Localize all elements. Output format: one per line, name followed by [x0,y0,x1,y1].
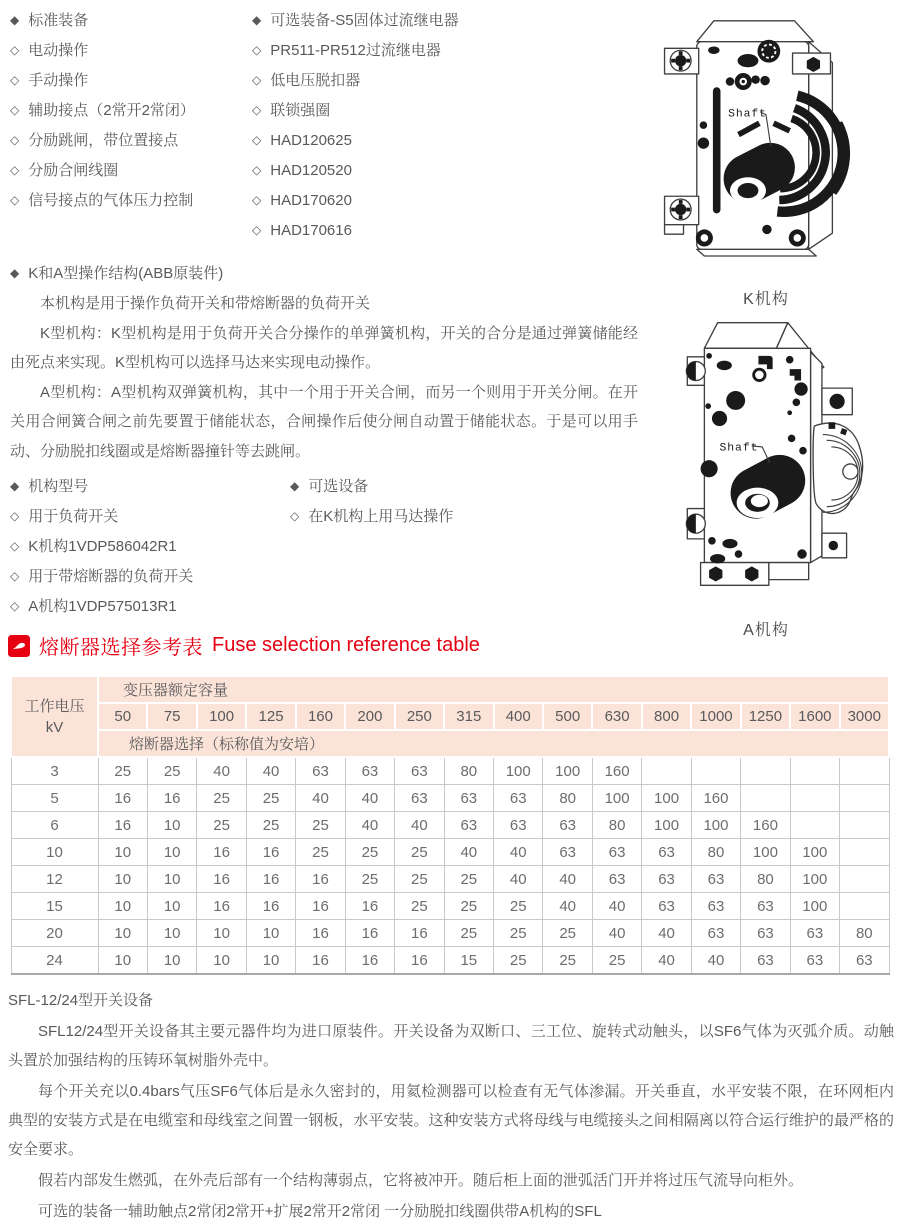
capacity-value-cell: 100 [197,703,246,730]
fuse-value-cell: 25 [494,893,543,920]
list-item-label: 分励合闸线圈 [28,162,119,179]
fuse-value-cell: 16 [98,785,147,812]
k-mechanism-drawing [638,10,894,282]
fuse-value-cell: 16 [246,866,295,893]
voltage-cell: 10 [11,839,98,866]
list-item-label: HAD120625 [270,132,352,149]
diamond-outline-icon: ◇ [252,73,262,87]
fuse-value-cell: 25 [543,920,592,947]
list-header [252,6,638,36]
fuse-value-cell: 63 [840,947,889,975]
capacity-value-cell: 500 [543,703,592,730]
fuse-value-cell: 100 [592,785,641,812]
fuse-value-cell: 16 [246,839,295,866]
diamond-outline-icon: ◇ [10,193,20,207]
table-row [11,893,889,920]
diamond-outline-icon: ◇ [252,133,262,147]
fuse-value-cell: 10 [246,920,295,947]
fuse-value-cell: 25 [444,866,493,893]
paragraph: 本机构是用于操作负荷开关和带熔断器的负荷开关 [40,295,371,312]
fuse-value-cell: 63 [741,920,790,947]
fuse-value-cell [790,812,839,839]
fuse-value-cell: 40 [197,757,246,785]
fuse-value-cell: 40 [592,893,641,920]
fuse-value-cell: 63 [741,947,790,975]
list-item-label: PR511-PR512过流继电器 [270,42,441,59]
diamond-outline-icon: ◇ [10,43,20,57]
fuse-value-cell: 40 [246,757,295,785]
fuse-value-cell: 40 [296,785,345,812]
fuse-value-cell [840,812,889,839]
voltage-cell: 20 [11,920,98,947]
list-item-label: HAD170620 [270,192,352,209]
diamond-outline-icon: ◇ [10,163,20,177]
fuse-section-title [8,631,480,660]
capacity-value-cell: 1250 [741,703,790,730]
section-title-zh: 熔断器选择参考表 [39,637,203,659]
list-item [10,592,290,622]
diamond-outline-icon: ◇ [10,569,20,583]
diamond-outline-icon: ◇ [290,509,300,523]
fuse-value-cell: 63 [494,785,543,812]
fuse-value-cell: 25 [395,893,444,920]
fuse-value-cell: 63 [691,920,740,947]
diamond-outline-icon: ◇ [10,599,20,613]
fuse-value-cell: 63 [395,785,444,812]
list-item-label: 信号接点的气体压力控制 [28,192,194,209]
fuse-value-cell: 16 [147,785,196,812]
optional-equipment-list [252,6,638,246]
fuse-value-cell: 63 [444,785,493,812]
fuse-value-cell: 25 [98,757,147,785]
capacity-header-cell: 变压器额定容量 [98,676,889,703]
fuse-value-cell: 40 [494,866,543,893]
fuse-value-cell: 25 [543,947,592,975]
voltage-cell: 5 [11,785,98,812]
fuse-value-cell: 40 [345,812,394,839]
fuse-value-cell: 63 [741,893,790,920]
diamond-outline-icon: ◇ [10,103,20,117]
fuse-value-cell: 16 [98,812,147,839]
fuse-value-cell: 80 [691,839,740,866]
fuse-value-cell: 25 [296,812,345,839]
capacity-value-cell: 315 [444,703,493,730]
fuse-value-cell: 100 [642,785,691,812]
fuse-value-cell [642,757,691,785]
list-item-label: 分励跳闸，带位置接点 [28,132,179,149]
fuse-value-cell: 16 [395,920,444,947]
fuse-value-cell: 16 [395,947,444,975]
fuse-value-cell: 100 [642,812,691,839]
paragraph: 可选的装备一辅助触点2常闭2常开+扩展2常开2常闭 一分励脱扣线圈供带A机构的SFL [38,1203,602,1220]
fuse-value-cell: 10 [147,839,196,866]
fuse-value-cell: 40 [642,920,691,947]
figure-caption: A机构 [743,622,789,639]
diamond-filled-icon: ◆ [10,13,20,27]
fuse-value-cell: 80 [741,866,790,893]
fuse-table-container [10,675,890,975]
list-item-label: 联锁强圈 [270,102,331,119]
capacity-value-cell: 125 [246,703,295,730]
capacity-value-cell: 800 [642,703,691,730]
table-row [11,947,889,975]
fuse-value-cell: 63 [543,839,592,866]
voltage-cell: 12 [11,866,98,893]
list-item [10,96,252,126]
list-item [252,126,638,156]
mechanism-model-list [10,472,290,622]
list-header [10,472,290,502]
fuse-value-cell: 10 [147,947,196,975]
fuse-value-cell: 16 [197,866,246,893]
capacity-values-row [11,703,889,730]
fuse-value-cell: 25 [444,920,493,947]
section-logo-icon [8,635,30,657]
fuse-value-cell [741,785,790,812]
top-left-content [10,6,638,622]
fuse-value-cell [840,757,889,785]
fuse-value-cell: 10 [98,866,147,893]
fuse-value-cell: 25 [246,812,295,839]
capacity-value-cell: 160 [296,703,345,730]
fuse-value-cell: 160 [592,757,641,785]
fuse-value-cell: 25 [147,757,196,785]
fuse-value-cell: 100 [691,812,740,839]
fuse-value-cell [840,839,889,866]
fuse-value-cell: 10 [98,893,147,920]
table-row [11,920,889,947]
fuse-value-cell: 16 [296,920,345,947]
fuse-value-cell: 10 [98,839,147,866]
fuse-value-cell: 100 [741,839,790,866]
diamond-outline-icon: ◇ [252,103,262,117]
fuse-value-cell: 100 [790,866,839,893]
capacity-value-cell: 630 [592,703,641,730]
fuse-value-cell: 100 [543,757,592,785]
fuse-value-cell: 63 [543,812,592,839]
section-title-en: Fuse selection reference table [212,634,480,656]
fuse-value-cell: 25 [197,812,246,839]
fuse-value-cell: 10 [147,893,196,920]
table-row [11,812,889,839]
list-item [10,126,252,156]
table-row [11,757,889,785]
fuse-value-cell: 10 [147,920,196,947]
fuse-value-cell: 63 [642,866,691,893]
table-row [11,785,889,812]
fuse-value-cell [691,757,740,785]
list-header-label: 标准装备 [28,12,89,29]
fuse-value-cell: 25 [494,947,543,975]
voltage-cell: 3 [11,757,98,785]
fuse-value-cell: 25 [345,866,394,893]
fuse-value-cell: 63 [296,757,345,785]
fuse-value-cell: 10 [197,947,246,975]
fuse-value-cell [840,866,889,893]
corner-line1: 工作电压 [24,697,85,715]
fuse-value-cell: 80 [840,920,889,947]
fuse-value-cell: 63 [691,866,740,893]
fuse-value-cell: 63 [395,757,444,785]
list-item-label: 用于带熔断器的负荷开关 [28,568,194,585]
list-item-label: 低电压脱扣器 [270,72,361,89]
corner-line2: kV [45,718,64,736]
diamond-outline-icon: ◇ [252,43,262,57]
fuse-value-cell: 16 [197,839,246,866]
fuse-value-cell: 10 [147,812,196,839]
bottom-paragraphs [8,1017,894,1226]
fuse-value-cell: 40 [494,839,543,866]
diamond-filled-icon: ◆ [290,479,300,493]
voltage-cell: 24 [11,947,98,975]
fuse-value-cell: 100 [494,757,543,785]
fuse-value-cell: 16 [345,893,394,920]
capacity-value-cell: 200 [345,703,394,730]
fuse-value-cell: 16 [246,893,295,920]
mechanism-section-header [10,259,638,289]
fuse-value-cell: 63 [790,947,839,975]
list-item-label: K机构1VDP586042R1 [28,538,177,555]
fuse-value-cell: 100 [790,839,839,866]
fuse-value-cell: 63 [642,839,691,866]
list-item [290,502,638,532]
list-header-label: 可选装备-S5固体过流继电器 [270,12,459,29]
list-header-label: 可选设备 [308,478,369,495]
diamond-outline-icon: ◇ [252,163,262,177]
fuse-value-cell: 16 [345,920,394,947]
capacity-value-cell: 3000 [840,703,889,730]
list-header [290,472,638,502]
list-item [252,216,638,246]
fuse-value-cell: 63 [642,893,691,920]
fuse-value-cell: 80 [444,757,493,785]
paragraph: SFL12/24型开关设备其主要元器件均为进口原装件。开关设备为双断口、三工位、旋转式动触头，以SF6气体为灭弧介质。动触头置於加强结构的压铸环氧树脂外壳中。 [8,1023,894,1069]
list-item [10,36,252,66]
fuse-value-cell: 40 [642,947,691,975]
fuse-value-cell: 40 [395,812,444,839]
capacity-value-cell: 400 [494,703,543,730]
fuse-value-cell: 63 [494,812,543,839]
fuse-value-cell: 10 [98,920,147,947]
fuse-value-cell: 25 [444,893,493,920]
fuse-value-cell: 63 [444,812,493,839]
fuse-value-cell: 40 [345,785,394,812]
fuse-value-cell [741,757,790,785]
fuse-value-cell: 16 [197,893,246,920]
list-item-label: 用于负荷开关 [28,508,119,525]
list-item-label: A机构1VDP575013R1 [28,598,177,615]
capacity-value-cell: 75 [147,703,196,730]
fuse-value-cell: 25 [296,839,345,866]
list-item-label: 手动操作 [28,72,89,89]
k-mechanism-figure [638,10,894,309]
list-item [10,532,290,562]
shaft-label: Shaft [728,108,767,121]
paragraph: 假若内部发生燃弧，在外壳后部有一个结构薄弱点，它将被冲开。随后柜上面的泄弧活门开并将过压气流导向柜外。 [38,1172,804,1189]
list-item [252,156,638,186]
diamond-outline-icon: ◇ [10,133,20,147]
section-header-label: K和A型操作结构(ABB原装件) [28,265,224,282]
corner-header-cell [11,676,98,757]
fuse-value-cell: 25 [395,866,444,893]
fuse-value-cell: 40 [444,839,493,866]
fuse-value-cell: 15 [444,947,493,975]
shaft-label: Shaft [719,442,759,455]
fuse-value-cell: 10 [246,947,295,975]
paragraph: K型机构：K型机构是用于负荷开关合分操作的单弹簧机构，开关的合分是通过弹簧储能经由死点来实现。K型机构可以选择马达来实现电动操作。 [10,324,638,371]
fuse-value-cell [840,785,889,812]
bottom-title: SFL-12/24型开关设备 [8,992,154,1009]
bottom-description [8,986,894,1228]
fuse-value-cell [790,785,839,812]
list-item [10,562,290,592]
fuse-value-cell: 25 [592,947,641,975]
fuse-value-cell: 10 [147,866,196,893]
list-item [10,66,252,96]
list-item [252,66,638,96]
capacity-value-cell: 50 [98,703,147,730]
voltage-cell: 15 [11,893,98,920]
list-item [252,186,638,216]
table-row [11,839,889,866]
fuse-value-cell: 16 [296,893,345,920]
fuse-value-cell: 25 [345,839,394,866]
table-row [11,866,889,893]
fuse-value-cell: 100 [790,893,839,920]
capacity-value-cell: 1600 [790,703,839,730]
fuse-value-cell: 63 [790,920,839,947]
mechanism-paragraphs [10,289,638,466]
capacity-value-cell: 1000 [691,703,740,730]
fuse-value-cell [790,757,839,785]
fuse-value-cell: 160 [741,812,790,839]
fuse-value-cell: 10 [98,947,147,975]
list-item [10,502,290,532]
voltage-cell: 6 [11,812,98,839]
fuse-value-cell: 80 [592,812,641,839]
fuse-value-cell: 16 [296,947,345,975]
diamond-filled-icon: ◆ [252,13,262,27]
fuse-value-cell: 63 [592,839,641,866]
diamond-filled-icon: ◆ [10,266,20,280]
list-header-label: 机构型号 [28,478,89,495]
list-item [10,186,252,216]
fuse-value-cell: 25 [395,839,444,866]
model-lists [10,472,638,622]
diamond-outline-icon: ◇ [252,223,262,237]
fuse-value-cell: 63 [691,893,740,920]
capacity-value-cell: 250 [395,703,444,730]
fuse-value-cell [840,893,889,920]
fuse-value-cell: 160 [691,785,740,812]
fuse-selection-table [10,675,890,975]
fuse-value-cell: 63 [345,757,394,785]
diamond-outline-icon: ◇ [10,509,20,523]
fuse-value-cell: 25 [494,920,543,947]
fuse-value-cell: 40 [543,893,592,920]
fuse-value-cell: 63 [592,866,641,893]
a-mechanism-drawing [638,314,894,613]
diamond-outline-icon: ◇ [252,193,262,207]
equipment-lists [10,6,638,246]
list-item [252,36,638,66]
list-item-label: 电动操作 [28,42,89,59]
list-item [10,156,252,186]
fuse-value-cell: 80 [543,785,592,812]
fuse-value-cell: 40 [592,920,641,947]
list-item-label: 辅助接点（2常开2常闭） [28,102,195,119]
fuse-value-cell: 16 [345,947,394,975]
fuse-value-cell: 10 [197,920,246,947]
list-item-label: 在K机构上用马达操作 [308,508,454,525]
selection-header-cell: 熔断器选择（标称值为安培） [98,730,889,757]
diamond-outline-icon: ◇ [10,539,20,553]
standard-equipment-list [10,6,252,246]
list-header [10,6,252,36]
list-item-label: HAD170616 [270,222,352,239]
fuse-table-body [11,757,889,974]
paragraph: 每个开关充以0.4bars气压SF6气体后是永久密封的，用氦检测器可以检查有无气体渗漏。开关垂直，水平安装不限，在环网柜内典型的安装方式是在电缆室和母线室之间置一钢板，水平安装。这种安装方式将母线与电缆接头之间相隔离以符合运行维护的最严格的安全要求。 [8,1083,894,1158]
fuse-value-cell: 16 [296,866,345,893]
fuse-value-cell: 25 [246,785,295,812]
list-item-label: HAD120520 [270,162,352,179]
a-mechanism-figure [638,314,894,640]
diamond-outline-icon: ◇ [10,73,20,87]
diamond-filled-icon: ◆ [10,479,20,493]
figure-caption: K机构 [743,291,789,308]
paragraph: A型机构：A型机构双弹簧机构，其中一个用于开关合闸，而另一个则用于开关分闸。在开关用合闸簧合闸之前先要置于储能状态，合闸操作后使分闸自动置于储能状态。于是可以用手动、分励脱扣线圈或是熔断器撞针等去跳闸。 [10,383,638,460]
fuse-value-cell: 40 [543,866,592,893]
optional-device-list [290,472,638,622]
fuse-value-cell: 40 [691,947,740,975]
fuse-value-cell: 25 [197,785,246,812]
list-item [252,96,638,126]
